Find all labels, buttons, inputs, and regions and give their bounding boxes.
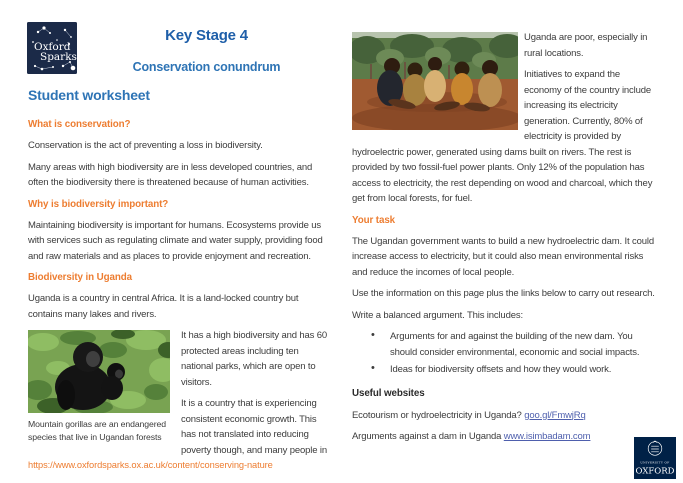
ecotourism-hydroelectricity-link[interactable]: goo.gl/FmwjRq — [524, 409, 586, 421]
children-silhouettes — [377, 57, 502, 113]
oxford-logo-line2: OXFORD — [635, 466, 675, 477]
website2-label: Arguments against a dam in Uganda — [352, 431, 502, 442]
gorilla-photo — [28, 330, 170, 413]
website-line-ecotourism — [352, 408, 655, 424]
paragraph-electricity-generation: Initiatives to expand the economy of the country include increasing its electricity generation. Currently, 80% of electricity is provided by hydroelectric power, generated using dams built on rivers. The rest is provided by two fossil-fuel power plants. Only 12% of the population has access to electricity, the rest depending on wood and charcoal, which they get from local forests, for fuel. — [352, 69, 653, 204]
paragraph-conservation-definition: Conservation is the act of preventing a loss in biodiversity. — [28, 140, 263, 151]
section-heading-useful-websites: Useful websites — [352, 387, 425, 399]
section-heading-your-task: Your task — [352, 214, 396, 226]
sparks-logo-word1: Oxford — [34, 41, 71, 53]
paragraph-balanced-argument: Write a balanced argument. This includes: — [352, 309, 523, 321]
page-title: Key Stage 4 — [165, 27, 248, 44]
paragraph-research-instruction: Use the information on this page plus the links below to carry out research. — [352, 288, 655, 299]
website1-label: Ecotourism or hydroelectricity in Uganda? — [352, 409, 522, 421]
gorilla-figure — [28, 330, 170, 444]
paragraph-economic-growth: It is a country that is experiencing consistent economic growth. This has not translated into reducing poverty though, and many people in — [181, 398, 327, 456]
left-column — [28, 116, 331, 464]
section-heading-why-biodiversity-important: Why is biodiversity important? — [28, 198, 169, 210]
bullet-biodiversity-offsets: • Ideas for biodiversity offsets and how they would work. — [352, 362, 655, 378]
source-url[interactable]: https://www.oxfordsparks.ox.ac.uk/content/conserving-nature — [28, 460, 273, 470]
paragraph-uganda-intro: Uganda is a country in central Africa. It is a land-locked country but contains many lakes and rivers. — [28, 293, 299, 320]
bullet-arguments-for-against: • Arguments for and against the building of the new dam. You should consider environmental, economic and social impacts. — [352, 329, 655, 360]
right-column — [352, 30, 655, 451]
paragraph-uganda-poverty: Uganda are poor, especially in rural locations. — [524, 32, 648, 59]
paragraph-dam-proposal: The Ugandan government wants to build a new hydroelectric dam. It could increase access to electricity, but it could also mean environmental risks and reduce the incomes of local people. — [352, 235, 654, 278]
section-heading-what-is-conservation: What is conservation? — [28, 119, 131, 130]
worksheet-title: Student worksheet — [28, 87, 150, 103]
children-photo — [352, 32, 518, 130]
isimba-dam-link[interactable]: www.isimbadam.com — [503, 431, 591, 442]
university-of-oxford-logo — [634, 437, 676, 479]
page-subtitle: Conservation conundrum — [132, 60, 281, 74]
paragraph-ecosystem-services: Maintaining biodiversity is important for humans. Ecosystems provide us with services such as regulating climate and water supply, providing food and raw materials and as places to provide enjoyment and recreation. — [28, 219, 323, 262]
children-figure — [352, 32, 518, 130]
oxford-logo-line1: UNIVERSITY OF — [640, 460, 670, 465]
website-line-dam-arguments — [352, 429, 655, 445]
paragraph-biodiversity-threat: Many areas with high biodiversity are in less developed countries, and often the biodiversity there is threatened because of human activities. — [28, 161, 313, 188]
section-heading-biodiversity-in-uganda: Biodiversity in Uganda — [28, 272, 132, 283]
gorilla-caption: Mountain gorillas are an endangered species that live in Ugandan forests — [28, 419, 167, 442]
task-bullet-list — [352, 329, 655, 378]
paragraph-protected-areas: It has a high biodiversity and has 60 protected areas including ten national parks, which are open to visitors. — [181, 330, 328, 388]
sparks-logo-word2: Sparks — [40, 51, 77, 63]
oxford-crest-icon — [634, 437, 676, 479]
